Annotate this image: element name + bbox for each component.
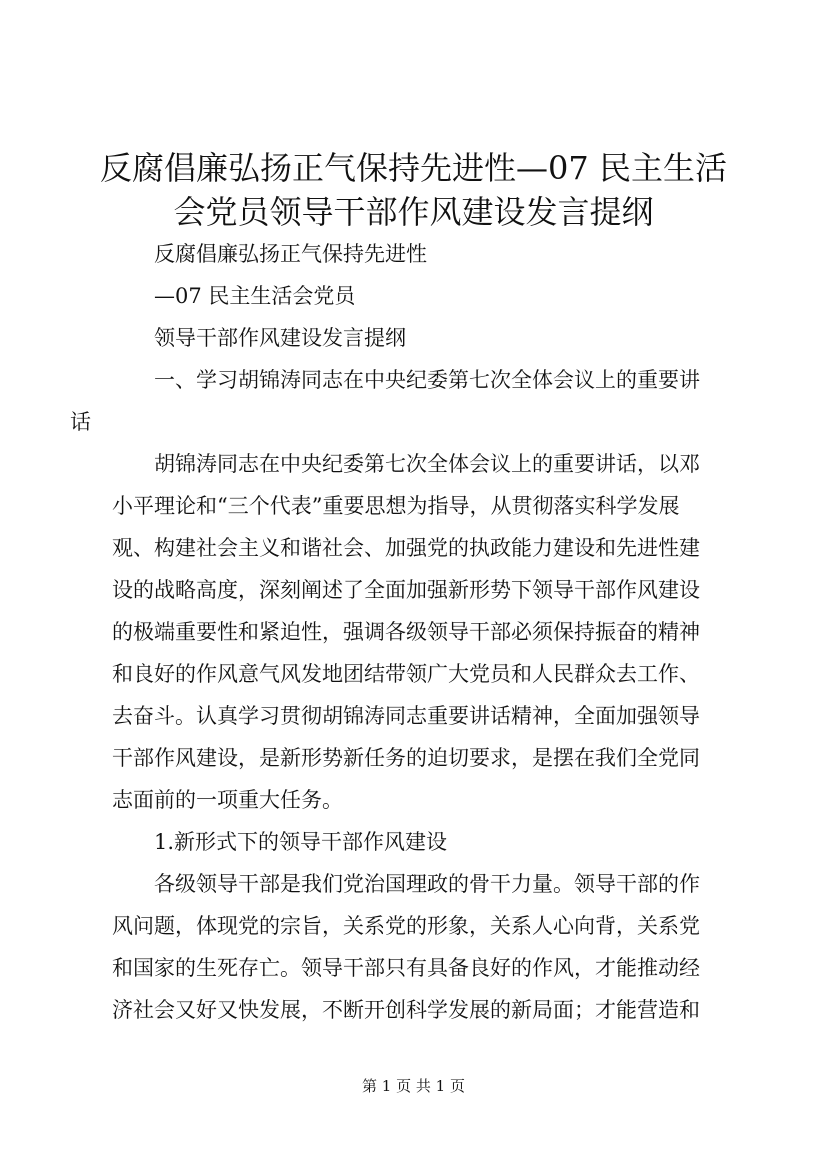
document-body	[70, 233, 716, 1031]
title-line-2: 会党员领导干部作风建设发言提纲	[173, 193, 654, 231]
text-line: 设的战略高度，深刻阐述了全面加强新形势下领导干部作风建设	[112, 578, 700, 602]
document-title	[100, 146, 727, 234]
paragraph-subtitle-1	[112, 233, 716, 275]
text-line: 一、学习胡锦涛同志在中央纪委第七次全体会议上的重要讲	[154, 368, 700, 392]
text-line: 观、构建社会主义和谐社会、加强党的执政能力建设和先进性建	[112, 536, 700, 560]
text-line: 话	[70, 410, 91, 434]
text-line: 和良好的作风意气风发地团结带领广大党员和人民群众去工作、	[112, 662, 700, 686]
paragraph-cadres	[112, 863, 716, 1031]
text-line: 济社会又好又快发展，不断开创科学发展的新局面；才能营造和	[112, 998, 700, 1022]
title-line-1: 反腐倡廉弘扬正气保持先进性—07 民主生活	[100, 149, 727, 187]
paragraph-subtitle-3	[112, 317, 716, 359]
text-line: 风问题，体现党的宗旨，关系党的形象，关系人心向背，关系党	[112, 914, 700, 938]
text-line: 志面前的一项重大任务。	[112, 788, 343, 812]
paragraph-speech	[112, 443, 716, 821]
paragraph-subtitle-2	[112, 275, 716, 317]
page-footer: 第 1 页 共 1 页	[362, 1077, 465, 1095]
text-line: 干部作风建设，是新形势新任务的迫切要求，是摆在我们全党同	[112, 746, 700, 770]
text-line: 去奋斗。认真学习贯彻胡锦涛同志重要讲话精神，全面加强领导	[112, 704, 700, 728]
text-line: 和国家的生死存亡。领导干部只有具备良好的作风，才能推动经	[112, 956, 700, 980]
text-line: 反腐倡廉弘扬正气保持先进性	[154, 242, 427, 266]
text-line: 小平理论和“三个代表”重要思想为指导，从贯彻落实科学发展	[112, 494, 680, 518]
text-line: —07 民主生活会党员	[154, 284, 356, 308]
text-line: 1.新形式下的领导干部作风建设	[154, 830, 448, 854]
text-line: 各级领导干部是我们党治国理政的骨干力量。领导干部的作	[154, 872, 700, 896]
section-heading-1	[70, 359, 716, 443]
text-line: 领导干部作风建设发言提纲	[154, 326, 406, 350]
section-heading-2	[112, 821, 716, 863]
text-line: 胡锦涛同志在中央纪委第七次全体会议上的重要讲话，以邓	[154, 452, 700, 476]
text-line: 的极端重要性和紧迫性，强调各级领导干部必须保持振奋的精神	[112, 620, 700, 644]
